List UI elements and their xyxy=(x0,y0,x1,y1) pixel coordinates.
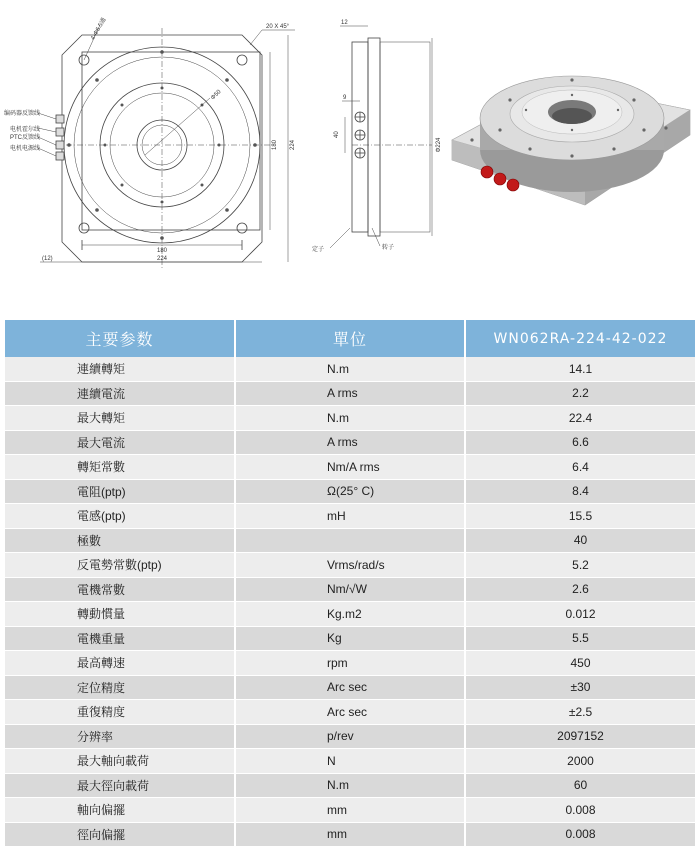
label-encoder-cable: 编码器反馈线 xyxy=(4,111,41,117)
label-stator: 定子 xyxy=(312,247,325,253)
mount-hole xyxy=(79,223,89,233)
unit-cell: Arc sec xyxy=(235,675,465,700)
value-cell: 2097152 xyxy=(465,724,695,749)
param-cell: 轉矩常數 xyxy=(5,455,235,480)
unit-cell: Ω(25° C) xyxy=(235,479,465,504)
unit-cell: N xyxy=(235,749,465,774)
value-cell: 2000 xyxy=(465,749,695,774)
param-cell: 電感(ptp) xyxy=(5,504,235,529)
param-cell: 極數 xyxy=(5,528,235,553)
unit-cell: Nm/√W xyxy=(235,577,465,602)
label-rotor: 转子 xyxy=(382,245,395,251)
hole-note: 4-Φ6.5通 xyxy=(90,17,108,42)
side-dim-40: 40 xyxy=(334,131,340,138)
inner-dia-label: Φ50 xyxy=(210,89,223,102)
unit-cell: Kg.m2 xyxy=(235,602,465,627)
red-connector xyxy=(507,179,519,191)
value-cell: 15.5 xyxy=(465,504,695,529)
table-row xyxy=(5,479,695,504)
value-cell: 5.5 xyxy=(465,626,695,651)
table-row xyxy=(5,822,695,847)
unit-cell: N.m xyxy=(235,406,465,431)
unit-cell: Vrms/rad/s xyxy=(235,553,465,578)
table-row xyxy=(5,430,695,455)
unit-cell xyxy=(235,528,465,553)
value-cell: ±30 xyxy=(465,675,695,700)
value-cell: 0.012 xyxy=(465,602,695,627)
red-connector xyxy=(481,166,493,178)
table-row xyxy=(5,773,695,798)
side-view xyxy=(330,26,432,248)
spec-table xyxy=(5,320,695,847)
table-row xyxy=(5,798,695,823)
unit-cell: mH xyxy=(235,504,465,529)
technical-drawing xyxy=(0,0,700,300)
param-cell: 電機常數 xyxy=(5,577,235,602)
value-cell: 6.6 xyxy=(465,430,695,455)
motor-3d-render xyxy=(452,76,690,205)
mount-hole xyxy=(237,55,247,65)
dim-180-horizontal: 180 xyxy=(156,248,168,254)
unit-cell: mm xyxy=(235,822,465,847)
unit-cell: Arc sec xyxy=(235,700,465,725)
label-ptc-cable: PTC反馈线 xyxy=(10,135,41,141)
unit-cell: rpm xyxy=(235,651,465,676)
value-cell: 450 xyxy=(465,651,695,676)
side-dim-9: 9 xyxy=(343,95,347,101)
table-row xyxy=(5,675,695,700)
table-row xyxy=(5,700,695,725)
table-row xyxy=(5,406,695,431)
value-cell: 6.4 xyxy=(465,455,695,480)
inner-square xyxy=(82,52,260,230)
chamfer-note: 20 X 45° xyxy=(266,24,290,30)
table-row xyxy=(5,577,695,602)
spec-table-header-row xyxy=(5,320,695,357)
spec-table-body xyxy=(5,357,695,847)
table-row xyxy=(5,602,695,627)
dim-224-vertical: 224 xyxy=(290,139,296,151)
param-cell: 連續電流 xyxy=(5,381,235,406)
table-row xyxy=(5,553,695,578)
value-cell: 0.008 xyxy=(465,798,695,823)
param-cell: 最高轉速 xyxy=(5,651,235,676)
param-cell: 分辨率 xyxy=(5,724,235,749)
param-cell: 最大轉矩 xyxy=(5,406,235,431)
label-hall-cable: 电机霍尔线 xyxy=(10,127,41,133)
param-cell: 軸向偏擺 xyxy=(5,798,235,823)
spec-table-container xyxy=(5,320,695,847)
unit-cell: Kg xyxy=(235,626,465,651)
side-dim-dia224: Φ224 xyxy=(436,137,442,153)
unit-cell: N.m xyxy=(235,773,465,798)
param-cell: 最大徑向載荷 xyxy=(5,773,235,798)
param-cell: 最大電流 xyxy=(5,430,235,455)
table-row xyxy=(5,455,695,480)
param-cell: 定位精度 xyxy=(5,675,235,700)
table-row xyxy=(5,528,695,553)
dim-180-vertical: 180 xyxy=(272,139,278,151)
table-row xyxy=(5,381,695,406)
value-cell: 14.1 xyxy=(465,357,695,381)
top-view xyxy=(40,25,295,270)
param-cell: 電阻(ptp) xyxy=(5,479,235,504)
unit-cell: mm xyxy=(235,798,465,823)
drawing-svg xyxy=(0,0,700,300)
table-row xyxy=(5,357,695,381)
unit-cell: N.m xyxy=(235,357,465,381)
value-cell: 5.2 xyxy=(465,553,695,578)
value-cell: 40 xyxy=(465,528,695,553)
value-cell: 2.2 xyxy=(465,381,695,406)
side-rotor xyxy=(368,38,380,236)
side-dim-12: 12 xyxy=(341,20,348,26)
param-cell: 徑向偏擺 xyxy=(5,822,235,847)
mount-hole xyxy=(237,223,247,233)
header-model: WN062RA-224-42-022 xyxy=(465,320,695,357)
param-cell: 電機重量 xyxy=(5,626,235,651)
dim-12-label: (12) xyxy=(42,256,53,262)
value-cell: 22.4 xyxy=(465,406,695,431)
table-row xyxy=(5,749,695,774)
value-cell: 8.4 xyxy=(465,479,695,504)
table-row xyxy=(5,651,695,676)
value-cell: 0.008 xyxy=(465,822,695,847)
unit-cell: Nm/A rms xyxy=(235,455,465,480)
value-cell: 2.6 xyxy=(465,577,695,602)
param-cell: 反電勢常數(ptp) xyxy=(5,553,235,578)
unit-cell: p/rev xyxy=(235,724,465,749)
value-cell: ±2.5 xyxy=(465,700,695,725)
label-power-cable: 电机电源线 xyxy=(10,146,41,152)
header-parameter: 主要参数 xyxy=(5,320,235,357)
value-cell: 60 xyxy=(465,773,695,798)
param-cell: 連續轉矩 xyxy=(5,357,235,381)
dim-224-horizontal: 224 xyxy=(156,256,168,262)
param-cell: 轉動慣量 xyxy=(5,602,235,627)
red-connector xyxy=(494,173,506,185)
table-row xyxy=(5,724,695,749)
unit-cell: A rms xyxy=(235,381,465,406)
table-row xyxy=(5,504,695,529)
param-cell: 最大軸向載荷 xyxy=(5,749,235,774)
table-row xyxy=(5,626,695,651)
param-cell: 重復精度 xyxy=(5,700,235,725)
unit-cell: A rms xyxy=(235,430,465,455)
header-unit: 單位 xyxy=(235,320,465,357)
